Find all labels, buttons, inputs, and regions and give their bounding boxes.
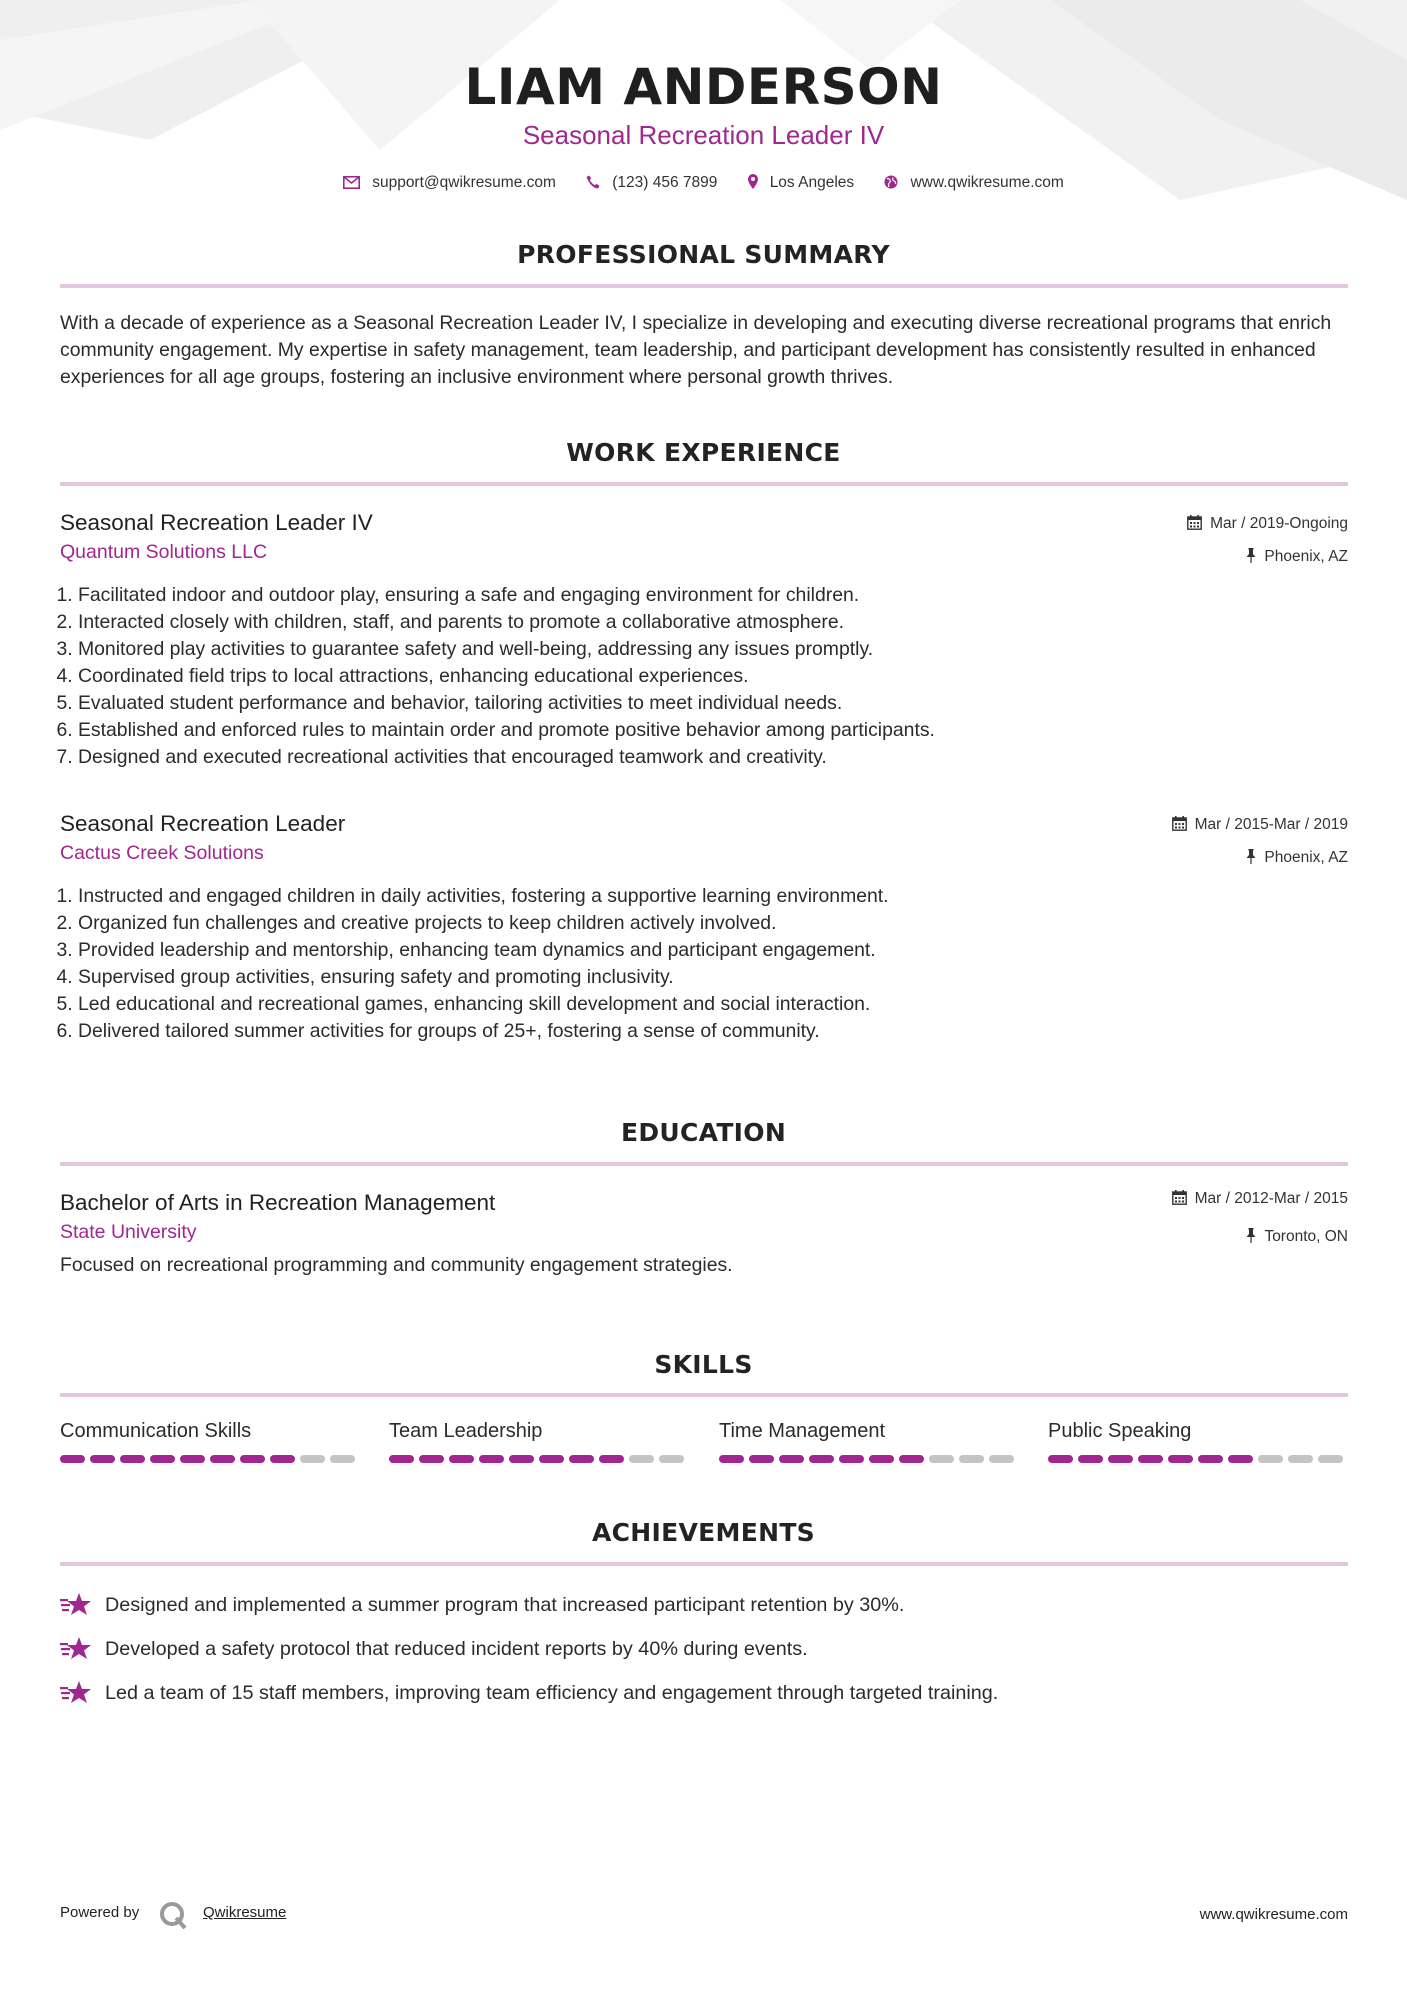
- skill-segment-filled: [719, 1455, 744, 1463]
- skill-item: [60, 1420, 360, 1463]
- skill-item: [719, 1420, 1019, 1463]
- summary-heading: PROFESSIONAL SUMMARY: [517, 240, 890, 269]
- skill-segment-filled: [569, 1455, 594, 1463]
- job-bullet: 6. Delivered tailored summer activities for groups of 25+, fostering a sense of community.: [78, 1018, 1348, 1045]
- education-entry: [60, 1186, 1348, 1277]
- contact-phone-text: (123) 456 7899: [612, 174, 718, 191]
- shooting-star-icon: [60, 1636, 92, 1662]
- skill-segment-filled: [749, 1455, 774, 1463]
- job-bullet: 5. Led educational and recreational games, enhancing skill development and social interaction.: [78, 991, 1348, 1018]
- skill-segment-empty: [330, 1455, 355, 1463]
- shooting-star-icon: [60, 1592, 92, 1618]
- skill-item: [389, 1420, 689, 1463]
- achievement-text: Developed a safety protocol that reduced incident reports by 40% during events.: [105, 1638, 808, 1660]
- achievement-item: [60, 1634, 1350, 1678]
- job-title: Seasonal Recreation Leader: [60, 811, 346, 836]
- skill-segment-filled: [419, 1455, 444, 1463]
- qwikresume-logo-icon: [158, 1900, 188, 1930]
- skill-segment-filled: [90, 1455, 115, 1463]
- skill-segment-filled: [180, 1455, 205, 1463]
- skill-segment-empty: [1258, 1455, 1283, 1463]
- skill-level-bar: [719, 1455, 1019, 1463]
- skill-segment-filled: [1078, 1455, 1103, 1463]
- footer-website[interactable]: www.qwikresume.com: [1199, 1906, 1348, 1923]
- skill-segment-filled: [270, 1455, 295, 1463]
- job-bullet: 5. Evaluated student performance and behavior, tailoring activities to meet individual needs.: [78, 690, 1348, 717]
- job-bullet: 4. Supervised group activities, ensuring safety and promoting inclusivity.: [78, 964, 1348, 991]
- skill-segment-filled: [120, 1455, 145, 1463]
- globe-icon: [884, 175, 898, 189]
- contact-email[interactable]: [343, 174, 556, 192]
- job-bullet: 1. Facilitated indoor and outdoor play, ensuring a safe and engaging environment for children.: [78, 582, 1348, 609]
- skill-segment-filled: [539, 1455, 564, 1463]
- footer: [60, 1900, 1348, 1930]
- skill-segment-filled: [1108, 1455, 1133, 1463]
- contact-email-text: support@qwikresume.com: [372, 174, 556, 191]
- job-location-text: Phoenix, AZ: [1264, 548, 1348, 565]
- skill-level-bar: [389, 1455, 689, 1463]
- job-entry: [60, 807, 1348, 1045]
- job-bullet: 3. Monitored play activities to guarantee safety and well-being, addressing any issues promptly.: [78, 636, 1348, 663]
- map-pin-icon: [748, 174, 758, 189]
- skill-segment-filled: [60, 1455, 85, 1463]
- shooting-star-icon: [60, 1680, 92, 1706]
- job-date: [1172, 816, 1348, 834]
- candidate-title: Seasonal Recreation Leader IV: [522, 120, 885, 150]
- skill-segment-filled: [809, 1455, 834, 1463]
- skill-name: Public Speaking: [1048, 1420, 1192, 1442]
- calendar-icon: [1172, 1190, 1187, 1205]
- skill-segment-empty: [659, 1455, 684, 1463]
- skill-segment-filled: [599, 1455, 624, 1463]
- skill-segment-filled: [1168, 1455, 1193, 1463]
- job-bullet: 2. Interacted closely with children, staff, and parents to promote a collaborative atmosphere.: [78, 609, 1348, 636]
- calendar-icon: [1187, 515, 1202, 530]
- skill-name: Team Leadership: [389, 1420, 543, 1442]
- skill-segment-empty: [629, 1455, 654, 1463]
- education-location-text: Toronto, ON: [1264, 1228, 1348, 1245]
- achievements-divider: [60, 1562, 1348, 1566]
- experience-divider: [60, 482, 1348, 486]
- achievements-heading: ACHIEVEMENTS: [592, 1518, 815, 1547]
- skill-name: Time Management: [719, 1420, 885, 1442]
- skill-segment-empty: [959, 1455, 984, 1463]
- skill-segment-filled: [839, 1455, 864, 1463]
- skills-divider: [60, 1393, 1348, 1397]
- job-bullet: 7. Designed and executed recreational activities that encouraged teamwork and creativity.: [78, 744, 1348, 771]
- skills-heading: SKILLS: [654, 1350, 753, 1379]
- education-description: Focused on recreational programming and community engagement strategies.: [60, 1254, 733, 1276]
- candidate-name: LIAM ANDERSON: [464, 58, 943, 116]
- skill-segment-filled: [1198, 1455, 1223, 1463]
- job-bullet: 6. Established and enforced rules to maintain order and promote positive behavior among participants.: [78, 717, 1348, 744]
- envelope-icon: [343, 176, 360, 189]
- skill-segment-filled: [449, 1455, 474, 1463]
- job-company: Quantum Solutions LLC: [60, 541, 268, 563]
- achievement-text: Designed and implemented a summer program that increased participant retention by 30%.: [105, 1594, 905, 1616]
- summary-divider: [60, 284, 1348, 288]
- pushpin-icon: [1246, 548, 1256, 563]
- job-bullets: [60, 582, 1348, 771]
- job-bullet: 2. Organized fun challenges and creative projects to keep children actively involved.: [78, 910, 1348, 937]
- education-heading: EDUCATION: [620, 1118, 787, 1147]
- skill-segment-filled: [869, 1455, 894, 1463]
- skill-name: Communication Skills: [60, 1420, 252, 1442]
- skill-segment-empty: [989, 1455, 1014, 1463]
- job-bullet: 4. Coordinated field trips to local attractions, enhancing educational experiences.: [78, 663, 1348, 690]
- skill-segment-filled: [150, 1455, 175, 1463]
- contact-website-text: www.qwikresume.com: [910, 174, 1064, 191]
- skill-segment-filled: [240, 1455, 265, 1463]
- calendar-icon: [1172, 816, 1187, 831]
- job-location: [1246, 849, 1348, 867]
- achievement-text: Led a team of 15 staff members, improving team efficiency and engagement through targeted training.: [105, 1682, 999, 1704]
- skill-segment-empty: [1318, 1455, 1343, 1463]
- contact-bar: [0, 174, 1407, 192]
- education-divider: [60, 1162, 1348, 1166]
- skill-segment-filled: [509, 1455, 534, 1463]
- job-date-text: Mar / 2015-Mar / 2019: [1194, 816, 1348, 833]
- contact-website[interactable]: [884, 174, 1063, 192]
- job-date: [1187, 515, 1348, 533]
- education-location: [1246, 1228, 1348, 1246]
- achievement-item: [60, 1590, 1350, 1634]
- skill-segment-filled: [899, 1455, 924, 1463]
- skill-level-bar: [1048, 1455, 1348, 1463]
- job-bullet: 3. Provided leadership and mentorship, enhancing team dynamics and participant engagement.: [78, 937, 1348, 964]
- skill-segment-empty: [300, 1455, 325, 1463]
- job-entry: [60, 506, 1348, 771]
- skill-segment-filled: [389, 1455, 414, 1463]
- job-bullet: 1. Instructed and engaged children in daily activities, fostering a supportive learning environment.: [78, 883, 1348, 910]
- achievements-list: [60, 1590, 1350, 1722]
- summary-text: With a decade of experience as a Seasonal Recreation Leader IV, I specialize in developing and executing diverse recreational programs that enrich community engagement. My expertise in safety management, team leadership, and participant development has consistently resulted in enhanced experiences for all age groups, fostering an inclusive environment where personal growth thrives.: [60, 312, 1332, 388]
- phone-icon: [586, 175, 600, 189]
- skill-segment-filled: [1048, 1455, 1073, 1463]
- skill-segment-filled: [210, 1455, 235, 1463]
- education-date-text: Mar / 2012-Mar / 2015: [1194, 1190, 1348, 1207]
- skill-segment-filled: [479, 1455, 504, 1463]
- job-title: Seasonal Recreation Leader IV: [60, 510, 373, 535]
- contact-phone[interactable]: [586, 174, 717, 192]
- achievement-item: [60, 1678, 1350, 1722]
- job-company: Cactus Creek Solutions: [60, 842, 264, 864]
- skill-segment-empty: [929, 1455, 954, 1463]
- skill-segment-filled: [1228, 1455, 1253, 1463]
- job-location-text: Phoenix, AZ: [1264, 849, 1348, 866]
- pushpin-icon: [1246, 849, 1256, 864]
- qwikresume-link[interactable]: Qwikresume: [203, 1904, 287, 1921]
- experience-heading: WORK EXPERIENCE: [566, 438, 841, 467]
- skill-item: [1048, 1420, 1348, 1463]
- job-bullets: [60, 883, 1348, 1045]
- skill-segment-filled: [779, 1455, 804, 1463]
- education-school: State University: [60, 1221, 197, 1243]
- education-date: [1172, 1190, 1348, 1208]
- job-location: [1246, 548, 1348, 566]
- contact-location: [748, 174, 854, 192]
- contact-location-text: Los Angeles: [769, 174, 855, 191]
- skill-segment-empty: [1288, 1455, 1313, 1463]
- job-date-text: Mar / 2019-Ongoing: [1210, 515, 1348, 532]
- skill-segment-filled: [1138, 1455, 1163, 1463]
- pushpin-icon: [1246, 1228, 1256, 1243]
- education-degree: Bachelor of Arts in Recreation Management: [60, 1190, 496, 1215]
- powered-by-label: Powered by: [60, 1904, 140, 1921]
- skill-level-bar: [60, 1455, 360, 1463]
